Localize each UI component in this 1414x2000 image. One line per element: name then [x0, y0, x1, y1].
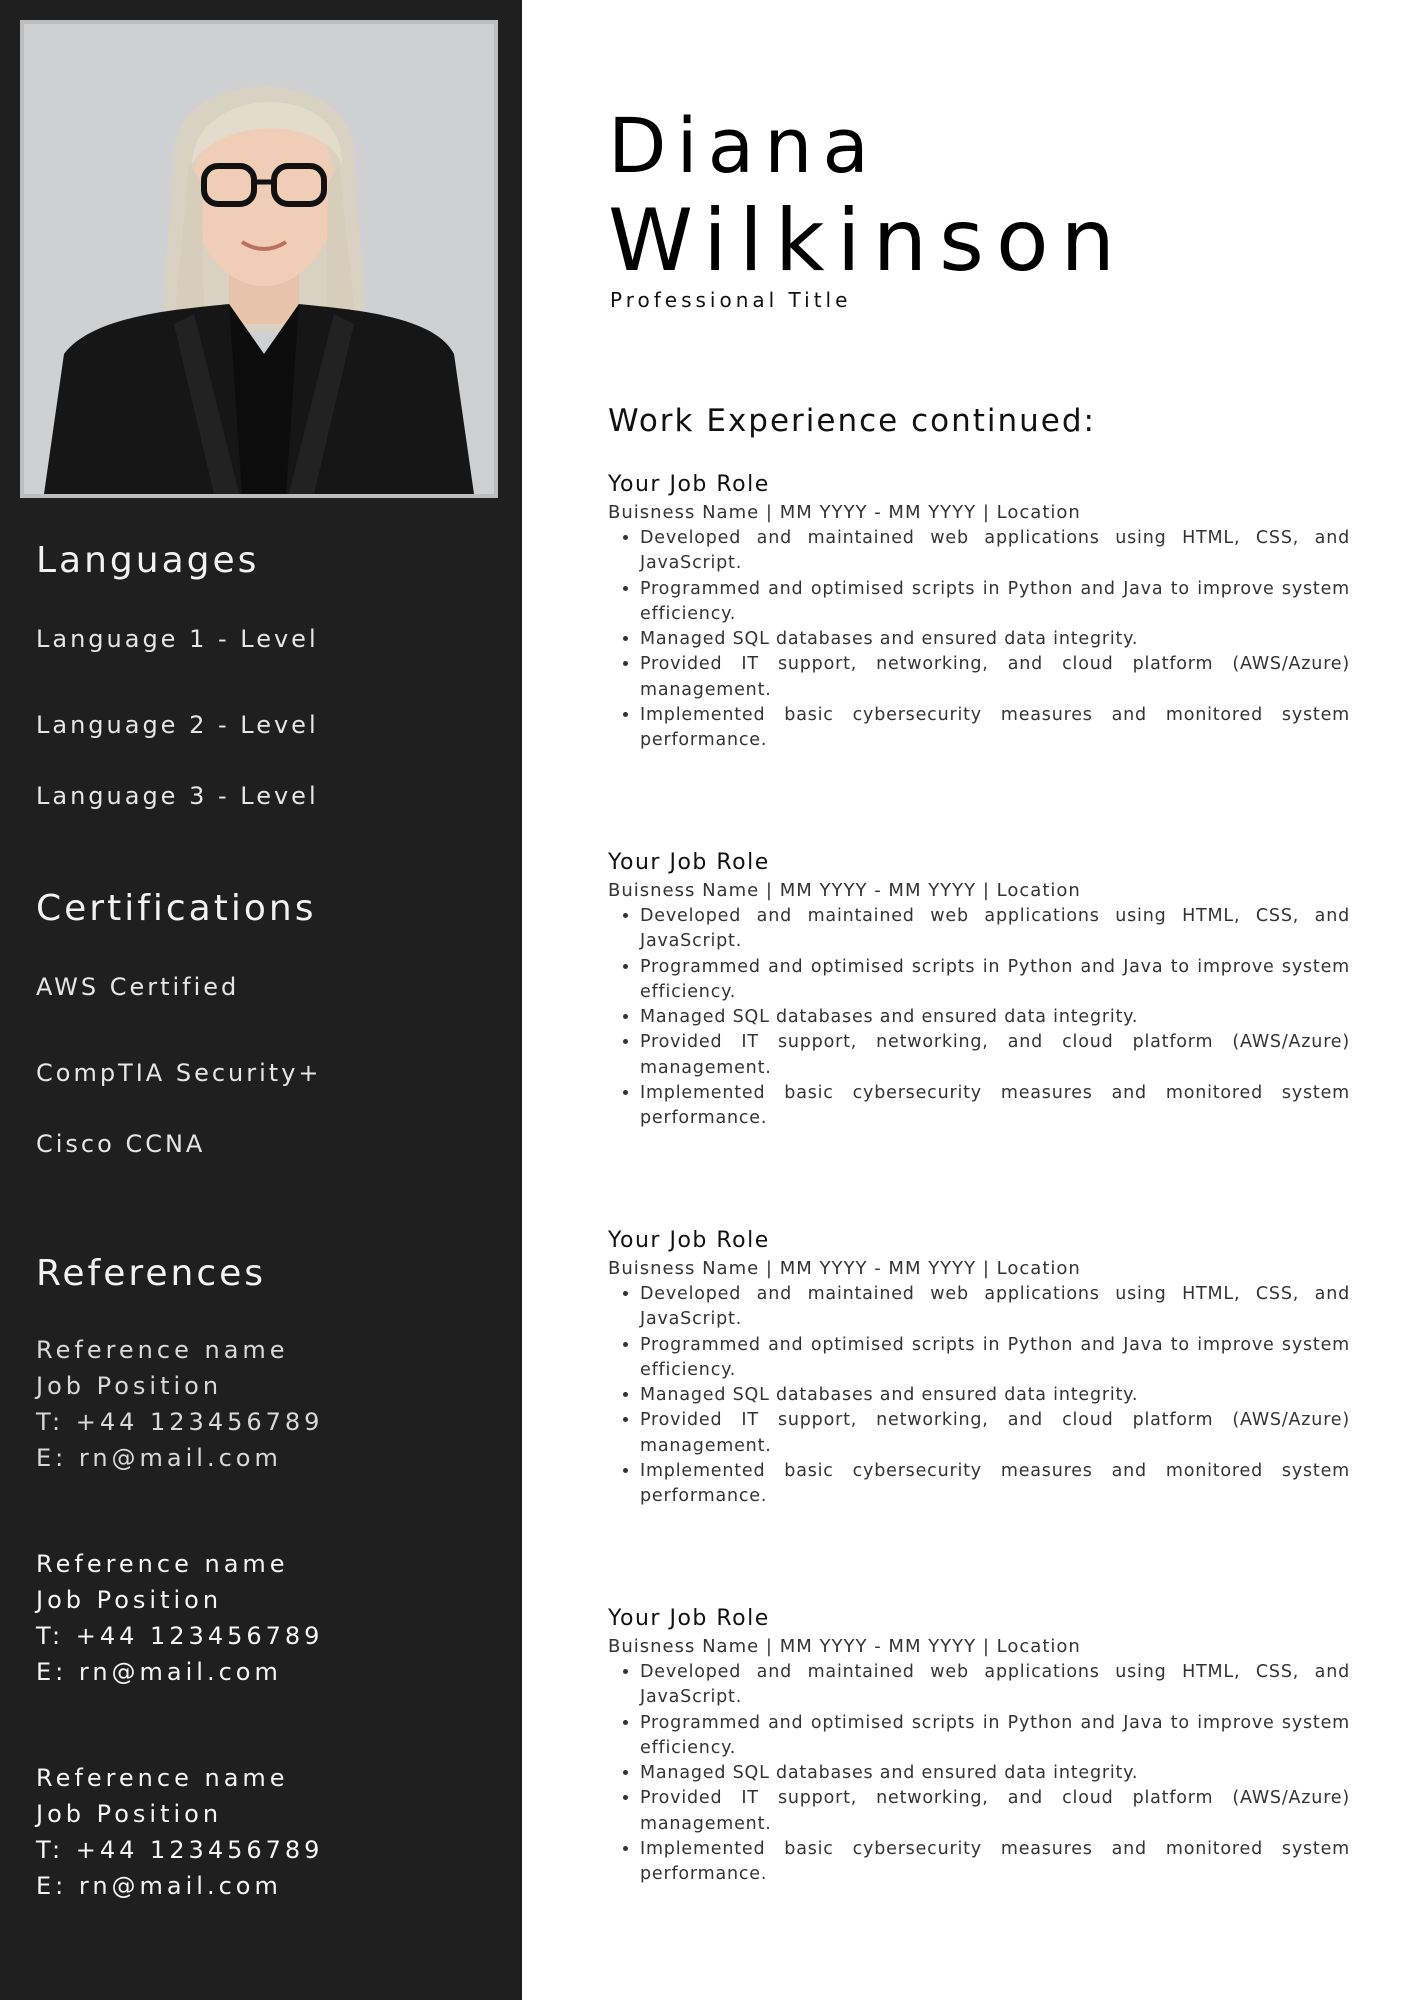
job-role: Your Job Role	[608, 850, 770, 875]
language-item: Language 3 - Level	[36, 782, 319, 810]
job-meta: Buisness Name | MM YYYY - MM YYYY | Location	[608, 880, 1081, 901]
job-role: Your Job Role	[608, 1228, 770, 1253]
work-experience-heading: Work Experience continued:	[608, 403, 1096, 439]
job-bullets	[608, 526, 1350, 754]
reference-card	[36, 1546, 323, 1690]
job-bullet: • Developed and maintained web applications using HTML, CSS, and JavaScript.	[640, 526, 1350, 577]
job-role: Your Job Role	[608, 1606, 770, 1631]
reference-phone: T: +44 123456789	[36, 1836, 324, 1864]
job-bullet: • Implemented basic cybersecurity measures and monitored system performance.	[640, 1837, 1350, 1888]
last-name: Wilkinson	[608, 191, 1128, 291]
profile-photo-illustration	[24, 24, 494, 494]
job-bullet: • Developed and maintained web applications using HTML, CSS, and JavaScript.	[640, 1282, 1350, 1333]
job-entry	[608, 470, 1350, 754]
reference-name: Reference name	[36, 1336, 289, 1364]
job-bullet: • Provided IT support, networking, and cloud platform (AWS/Azure) management.	[640, 1408, 1350, 1459]
reference-name: Reference name	[36, 1764, 289, 1792]
certifications-list	[36, 967, 322, 1180]
reference-email: E: rn@mail.com	[36, 1658, 282, 1686]
job-bullet: • Programmed and optimised scripts in Python and Java to improve system efficiency.	[640, 955, 1350, 1006]
job-bullet: • Provided IT support, networking, and cloud platform (AWS/Azure) management.	[640, 652, 1350, 703]
job-bullet: • Implemented basic cybersecurity measures and monitored system performance.	[640, 703, 1350, 754]
sidebar	[0, 0, 522, 2000]
reference-name: Reference name	[36, 1550, 289, 1578]
references-heading: References	[36, 1253, 267, 1294]
reference-position: Job Position	[36, 1586, 223, 1614]
job-bullet: • Implemented basic cybersecurity measures and monitored system performance.	[640, 1459, 1350, 1510]
job-bullet: • Provided IT support, networking, and cloud platform (AWS/Azure) management.	[640, 1030, 1350, 1081]
job-meta: Buisness Name | MM YYYY - MM YYYY | Location	[608, 1258, 1081, 1279]
first-name: Diana	[608, 101, 879, 190]
job-entry	[608, 1226, 1350, 1510]
job-bullets	[608, 904, 1350, 1132]
job-bullet: • Managed SQL databases and ensured data integrity.	[640, 627, 1350, 652]
reference-card	[36, 1332, 323, 1476]
reference-phone: T: +44 123456789	[36, 1408, 324, 1436]
job-meta: Buisness Name | MM YYYY - MM YYYY | Location	[608, 1636, 1081, 1657]
job-bullet: • Programmed and optimised scripts in Python and Java to improve system efficiency.	[640, 1333, 1350, 1384]
language-item: Language 1 - Level	[36, 625, 319, 653]
reference-phone: T: +44 123456789	[36, 1622, 324, 1650]
job-bullet: • Programmed and optimised scripts in Python and Java to improve system efficiency.	[640, 1711, 1350, 1762]
certifications-heading: Certifications	[36, 888, 317, 929]
job-bullets	[608, 1660, 1350, 1888]
profile-photo	[20, 20, 498, 498]
job-bullet: • Programmed and optimised scripts in Python and Java to improve system efficiency.	[640, 577, 1350, 628]
job-bullet: • Managed SQL databases and ensured data integrity.	[640, 1761, 1350, 1786]
reference-position: Job Position	[36, 1372, 223, 1400]
job-bullet: • Developed and maintained web applications using HTML, CSS, and JavaScript.	[640, 1660, 1350, 1711]
certification-item: AWS Certified	[36, 973, 240, 1001]
reference-email: E: rn@mail.com	[36, 1444, 282, 1472]
certification-item: CompTIA Security+	[36, 1059, 322, 1087]
job-bullet: • Implemented basic cybersecurity measures and monitored system performance.	[640, 1081, 1350, 1132]
professional-title: Professional Title	[610, 288, 852, 312]
job-role: Your Job Role	[608, 472, 770, 497]
reference-email: E: rn@mail.com	[36, 1872, 282, 1900]
job-bullet: • Developed and maintained web applications using HTML, CSS, and JavaScript.	[640, 904, 1350, 955]
reference-position: Job Position	[36, 1800, 223, 1828]
languages-heading: Languages	[36, 540, 260, 581]
job-bullets	[608, 1282, 1350, 1510]
languages-list	[36, 619, 319, 832]
job-bullet: • Managed SQL databases and ensured data integrity.	[640, 1383, 1350, 1408]
job-bullet: • Provided IT support, networking, and cloud platform (AWS/Azure) management.	[640, 1786, 1350, 1837]
job-meta: Buisness Name | MM YYYY - MM YYYY | Location	[608, 502, 1081, 523]
language-item: Language 2 - Level	[36, 711, 319, 739]
job-entry	[608, 1604, 1350, 1888]
reference-card	[36, 1760, 323, 1904]
certification-item: Cisco CCNA	[36, 1130, 206, 1158]
job-bullet: • Managed SQL databases and ensured data integrity.	[640, 1005, 1350, 1030]
job-entry	[608, 848, 1350, 1132]
